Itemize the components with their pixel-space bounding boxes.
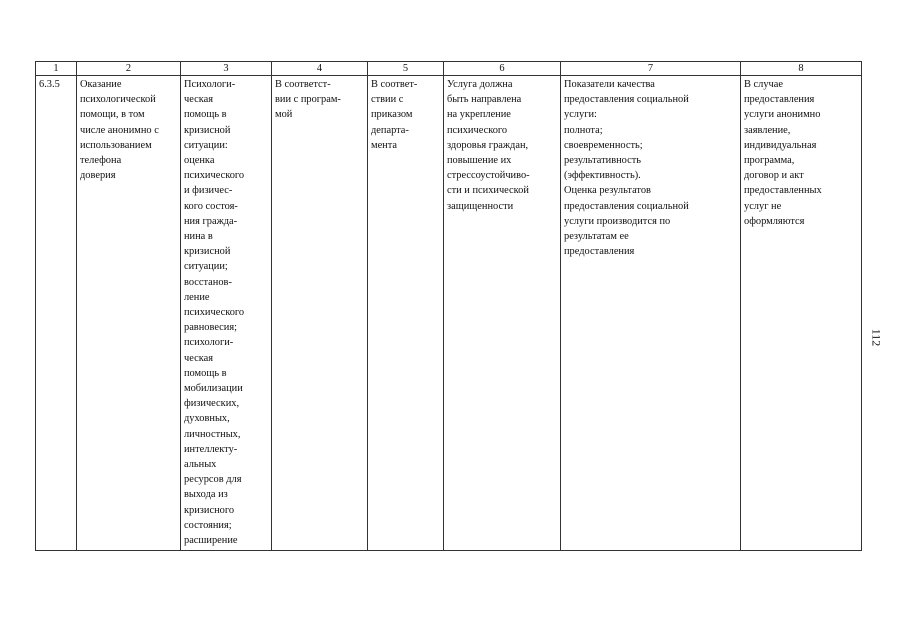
service-name-cell: Оказание психологической помощи, в том числе анонимно с использованием телефона доверия bbox=[77, 76, 181, 551]
column-number-3: 3 bbox=[181, 62, 272, 76]
table-row bbox=[36, 76, 862, 551]
service-conditions-cell: Услуга должна быть направлена на укрепление психического здоровья граждан, повышение их стрессоустойчиво- сти и психической защищенности bbox=[444, 76, 561, 551]
column-number-1: 1 bbox=[36, 62, 77, 76]
column-number-7: 7 bbox=[561, 62, 741, 76]
service-code-cell: 6.3.5 bbox=[36, 76, 77, 551]
service-volume-cell: В соответст- вии с програм- мой bbox=[272, 76, 368, 551]
column-number-5: 5 bbox=[368, 62, 444, 76]
column-number-4: 4 bbox=[272, 62, 368, 76]
service-content-cell: Психологи- ческая помощь в кризисной ситуации: оценка психического и физичес- кого состоя- ния гражда- нина в кризисной ситуации; восстанов- ление психического равновесия; психологи- ческая помощь в мобилизации физических, духовных, личностных, интеллекту- альных ресурсов для выхода из кризисного состояния; расширение bbox=[181, 76, 272, 551]
column-number-8: 8 bbox=[741, 62, 862, 76]
column-number-row bbox=[36, 62, 862, 76]
quality-indicators-cell: Показатели качества предоставления социальной услуги: полнота; своевременность; результативность (эффективность). Оценка результатов предоставления социальной услуги производится по результатам ее предоставления bbox=[561, 76, 741, 551]
services-table bbox=[35, 61, 862, 551]
page-number: 112 bbox=[869, 328, 884, 347]
service-terms-cell: В соответ- ствии с приказом департа- мента bbox=[368, 76, 444, 551]
column-number-2: 2 bbox=[77, 62, 181, 76]
column-number-6: 6 bbox=[444, 62, 561, 76]
notes-cell: В случае предоставления услуги анонимно заявление, индивидуальная программа, договор и акт предоставленных услуг не оформляются bbox=[741, 76, 862, 551]
